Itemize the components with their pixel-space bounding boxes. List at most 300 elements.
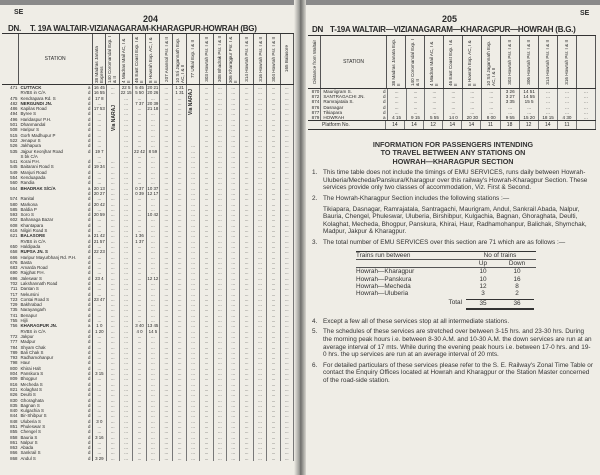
time-cell: ... [147, 127, 160, 132]
time-cell: ... [147, 413, 160, 418]
time-cell: ... [281, 270, 294, 275]
time-cell: ... [120, 196, 133, 201]
train-column-header [133, 34, 146, 84]
time-cell: ... [539, 105, 558, 110]
time-cell: ... [160, 339, 173, 344]
time-cell: ... [187, 186, 200, 191]
time-cell: ... [147, 292, 160, 297]
station-km: 844 [10, 413, 18, 419]
time-cell: ... [254, 85, 267, 90]
time-cell: ... [267, 255, 280, 260]
time-cell: ... [93, 180, 106, 185]
time-cell: ... [147, 96, 160, 101]
time-cell: ... [463, 110, 482, 115]
km-header [2, 34, 19, 84]
time-cell: ... [173, 376, 186, 381]
time-cell: ... [120, 170, 133, 175]
time-cell: ... [93, 307, 106, 312]
train-column-header [539, 36, 558, 88]
time-cell: ... [133, 133, 146, 138]
time-cell: ... [240, 149, 253, 154]
time-cell: ... [254, 339, 267, 344]
train-name: 306 Howrah Psr. I & II [526, 39, 532, 85]
time-cell: ... [93, 350, 106, 355]
time-cell: 10 42 [147, 212, 159, 218]
time-cell: ... [267, 96, 280, 101]
time-cell: ... [214, 450, 227, 455]
time-cell: ... [120, 228, 133, 233]
time-cell: 18 15 [539, 115, 558, 120]
time-cell: ... [214, 371, 227, 376]
time-cell: ... [267, 318, 280, 323]
train-name: 8 Howrah Exp. AC, I & II [147, 37, 158, 83]
time-cell: ... [93, 360, 106, 365]
station-list: Tikiapara, Dasnagar, Ramrajatala, Santragachi, Maurigram, Andul, Sankrail Abada, Nalpur, Bauria, Chengel, Phuleswar, Uluberia, Birshibpur, Kulgachia, Bagnan, Ghoraghata, Deulti, Kolaghat, Mecheda, Bhogpur, Panskura, Khirai, Haur, Radhamohanpur, Balichak, Shymchak, Madpur, Jakpur & Kharagpur. [323, 205, 587, 236]
time-cell: ... [281, 366, 294, 371]
time-cell: ... [187, 233, 200, 238]
time-cell: ... [120, 180, 133, 185]
time-cell: ... [187, 435, 200, 440]
station-name: KHARAGPUR JN. [20, 323, 58, 329]
station-name: Soro S [20, 212, 34, 218]
time-cell: ... [254, 239, 267, 244]
time-cell: ... [281, 387, 294, 392]
time-cell: ... [160, 408, 173, 413]
train-name: 140 Coromandal Exp. I & II [107, 36, 118, 83]
time-cell: ... [120, 96, 133, 101]
time-cell: ... [254, 170, 267, 175]
time-cell: ... [267, 307, 280, 312]
station-name: Lakshannath Road [20, 280, 58, 286]
time-cell: ... [93, 429, 106, 434]
time-cell: ... [281, 223, 294, 228]
time-cell: ... [200, 223, 213, 228]
time-cell: ... [254, 435, 267, 440]
time-cell: ... [200, 450, 213, 455]
time-cell: ... [267, 270, 280, 275]
time-cell: ... [281, 127, 294, 132]
time-cell: ... [444, 94, 463, 99]
time-cell: ... [214, 212, 227, 217]
time-cell: ... [463, 94, 482, 99]
time-cell: ... [107, 85, 120, 90]
time-cell: 9 15 [407, 115, 426, 120]
station-name: RVBS in C/A [20, 328, 46, 334]
time-cell: ... [93, 223, 106, 228]
time-cell: ... [160, 302, 173, 307]
station-km: 772 [10, 333, 18, 339]
time-cell: ... [281, 307, 294, 312]
time-cell: ... [120, 424, 133, 429]
time-cell: ... [281, 297, 294, 302]
platform-number: 14 [405, 121, 424, 129]
item-text: Except a few all of these services stop at all intermediate stations. [323, 317, 510, 325]
time-cell: ... [173, 350, 186, 355]
station-km: 574 [10, 196, 18, 202]
time-cell: ... [281, 170, 294, 175]
station-km: 522 [10, 137, 18, 143]
time-cell: ... [133, 345, 146, 350]
time-cell: ... [147, 456, 160, 461]
time-cell: ... [200, 382, 213, 387]
time-cell: ... [173, 371, 186, 376]
time-cell: ... [214, 260, 227, 265]
time-cell: ... [187, 313, 200, 318]
time-cell: ... [160, 255, 173, 260]
train-name: 308 Bhadrak Psr. I & II [217, 36, 223, 82]
time-cell: ... [227, 244, 240, 249]
time-cell: 1 36 [133, 233, 146, 238]
time-cell: ... [147, 260, 160, 265]
time-cell: ... [267, 85, 280, 90]
time-cell: ... [267, 440, 280, 445]
time-cell: ... [120, 233, 133, 238]
time-cell: ... [407, 99, 426, 104]
train-column-header [227, 34, 240, 84]
time-cell: ... [227, 249, 240, 254]
time-cell: ... [240, 90, 253, 95]
table-title-prefix: DN. [8, 24, 22, 33]
time-cell: ... [173, 170, 186, 175]
station-km: 756 [10, 323, 18, 329]
time-cell: ... [107, 302, 120, 307]
time-cell: 20 21 [147, 85, 159, 90]
time-cell: ... [254, 149, 267, 154]
time-cell: ... [173, 133, 186, 138]
time-cell: ... [133, 318, 146, 323]
time-cell: ... [227, 392, 240, 397]
time-cell: ... [120, 202, 133, 207]
arr-dep-marker: d [86, 276, 93, 281]
time-cell: ... [133, 334, 146, 339]
time-cell: ... [120, 117, 133, 122]
station-name: Chengel S [20, 429, 41, 435]
station-km: 717 [10, 291, 18, 297]
time-cell: ... [187, 318, 200, 323]
col-route: Trains run between [356, 251, 411, 259]
time-cell: ... [388, 89, 407, 94]
time-cell: ... [200, 212, 213, 217]
time-cell: ... [214, 445, 227, 450]
arr-dep-marker: d [86, 212, 93, 217]
time-cell: ... [200, 334, 213, 339]
time-cell: ... [240, 255, 253, 260]
time-cell: ... [558, 105, 577, 110]
time-cell: ... [147, 133, 160, 138]
time-cell: ... [227, 217, 240, 222]
train-name: 303 Howrah Psr. I & II [203, 36, 209, 82]
time-cell: ... [425, 94, 444, 99]
time-cell: ... [267, 413, 280, 418]
time-cell: ... [133, 202, 146, 207]
time-cell: ... [133, 212, 146, 217]
time-cell: ... [267, 133, 280, 138]
time-cell: 23 47 [93, 296, 105, 302]
time-cell: ... [200, 355, 213, 360]
time-cell: ... [93, 302, 106, 307]
station-name: Abada [20, 445, 34, 451]
time-cell: ... [173, 233, 186, 238]
time-cell: ... [281, 212, 294, 217]
train-name: 4 Madras Mail AC, I & II [428, 41, 439, 86]
station-name: Andul S [20, 455, 36, 461]
time-cell: 14 5 [147, 329, 160, 334]
station-name: Dantan S [20, 286, 39, 292]
time-cell: ... [425, 89, 444, 94]
time-cell: ... [240, 350, 253, 355]
info-heading-1: INFORMATION FOR PASSENGERS INTENDING [372, 140, 534, 149]
time-cell: ... [160, 127, 173, 132]
time-cell: ... [227, 270, 240, 275]
time-cell: ... [147, 207, 160, 212]
time-cell: ... [254, 297, 267, 302]
time-cell: ... [200, 292, 213, 297]
time-cell: ... [214, 355, 227, 360]
time-cell: ... [227, 286, 240, 291]
train-column-header [520, 36, 539, 88]
time-cell: ... [187, 292, 200, 297]
time-cell: ... [267, 366, 280, 371]
time-cell: ... [281, 175, 294, 180]
time-cell: ... [227, 255, 240, 260]
time-cell: ... [187, 387, 200, 392]
info-item-6 [312, 362, 594, 385]
time-cell: ... [254, 318, 267, 323]
time-cell: ... [147, 270, 160, 275]
time-cell: ... [254, 106, 267, 111]
arr-dep-marker: d [86, 244, 93, 249]
down-count: 8 [515, 282, 519, 290]
time-cell: ... [173, 345, 186, 350]
time-cell: ... [281, 345, 294, 350]
time-cell: 3 27 [501, 94, 520, 99]
arr-dep-marker: d [86, 133, 93, 138]
station-name: HOWRAH [323, 114, 345, 120]
station-km: 868 [10, 455, 18, 461]
time-cell: ... [539, 110, 558, 115]
time-cell: 16 45 [93, 85, 105, 90]
time-cell: ... [173, 292, 186, 297]
time-cell: ... [214, 270, 227, 275]
time-cell: ... [227, 371, 240, 376]
time-cell: ... [240, 292, 253, 297]
station-km: 809 [10, 376, 18, 382]
time-cell: ... [227, 456, 240, 461]
time-cell: ... [173, 339, 186, 344]
time-cell: ... [200, 445, 213, 450]
time-cell: ... [267, 355, 280, 360]
time-cell: ... [267, 371, 280, 376]
time-cell: ... [187, 376, 200, 381]
time-cell: ... [107, 376, 120, 381]
time-cell: ... [160, 292, 173, 297]
time-cell: ... [267, 419, 280, 424]
station-km: 729 [10, 302, 18, 308]
time-cell: ... [93, 398, 106, 403]
arr-dep-marker: d [86, 96, 93, 101]
time-cell: ... [120, 345, 133, 350]
time-cell: ... [120, 292, 133, 297]
time-cell: ... [173, 329, 186, 334]
time-cell: 1 31 [173, 90, 186, 95]
time-cell: ... [214, 154, 227, 159]
time-cell: ... [254, 212, 267, 217]
time-cell: 3 35 [501, 99, 520, 104]
time-cell: ... [107, 90, 120, 95]
time-cell: ... [281, 429, 294, 434]
time-cell: ... [173, 382, 186, 387]
time-cell: ... [214, 318, 227, 323]
station-km: 798 [10, 360, 18, 366]
time-cell: ... [214, 186, 227, 191]
table-header [2, 33, 294, 85]
time-cell: ... [133, 170, 146, 175]
station-km: 851 [10, 424, 18, 429]
time-cell: ... [133, 122, 146, 127]
time-cell: ... [107, 297, 120, 302]
time-cell: ... [173, 159, 186, 164]
time-cell: ... [147, 392, 160, 397]
time-cell: ... [133, 387, 146, 392]
station-km: 858 [10, 434, 18, 440]
station-name: Hijli [20, 318, 28, 324]
time-cell: ... [107, 329, 120, 334]
time-cell: 22 23 [93, 249, 105, 255]
time-cell: ... [147, 228, 160, 233]
time-cell: ... [227, 408, 240, 413]
time-cell: ... [93, 170, 106, 175]
platform-number: 11 [558, 121, 577, 129]
train-column-header [577, 36, 596, 88]
time-cell: ... [200, 265, 213, 270]
time-cell: ... [227, 223, 240, 228]
time-cell: ... [120, 239, 133, 244]
arr-dep-marker: d [86, 106, 93, 111]
station-rows [2, 85, 294, 461]
station-name: Madpur [20, 339, 36, 345]
time-cell: ... [214, 122, 227, 127]
station-name: Kulgachia S [20, 408, 44, 414]
station-km: 580 [10, 201, 18, 207]
time-cell: ... [240, 339, 253, 344]
time-cell: ... [200, 149, 213, 154]
time-cell: ... [214, 207, 227, 212]
time-cell: ... [254, 413, 267, 418]
time-cell: ... [267, 329, 280, 334]
time-cell: 12 17 [147, 190, 159, 196]
time-cell: 5 55 [425, 115, 444, 120]
time-cell: ... [254, 90, 267, 95]
arr-dep-marker: d [86, 392, 93, 397]
time-cell: ... [254, 419, 267, 424]
time-cell: ... [133, 424, 146, 429]
time-cell: ... [160, 382, 173, 387]
time-cell: ... [200, 207, 213, 212]
time-cell: ... [160, 318, 173, 323]
time-cell: ... [444, 105, 463, 110]
page-number: 204 [143, 14, 159, 24]
time-cell: ... [214, 249, 227, 254]
station-name: Markona [20, 201, 38, 207]
time-cell: ... [147, 424, 160, 429]
arr-dep-marker: d [86, 191, 93, 196]
time-cell: ... [240, 223, 253, 228]
station-km: 741 [10, 312, 18, 318]
time-cell: ... [227, 329, 240, 334]
time-cell: ... [281, 313, 294, 318]
train-name: 165 Balasore [284, 45, 290, 73]
station-km: 515 [10, 132, 18, 138]
time-cell: ... [254, 138, 267, 143]
time-cell: ... [147, 398, 160, 403]
time-cell: ... [281, 318, 294, 323]
train-column-header [387, 36, 406, 88]
time-cell: ... [107, 164, 120, 169]
station-km: 545 [10, 164, 18, 170]
time-cell: ... [133, 360, 146, 365]
time-cell: ... [107, 217, 120, 222]
time-cell: ... [281, 196, 294, 201]
time-cell: ... [281, 260, 294, 265]
time-cell: ... [173, 435, 186, 440]
time-cell: ... [187, 164, 200, 169]
station-km: 804 [10, 371, 18, 377]
time-cell: ... [187, 196, 200, 201]
time-cell: ... [227, 323, 240, 328]
time-cell: ... [281, 149, 294, 154]
station-name: Amarda Road [20, 265, 48, 271]
time-cell: ... [254, 133, 267, 138]
station-km: 608 [10, 222, 18, 228]
time-cell: ... [173, 207, 186, 212]
time-cell: ... [444, 99, 463, 104]
time-cell: ... [187, 159, 200, 164]
station-name: Randia [20, 180, 35, 186]
col-up: Up [478, 260, 488, 268]
time-cell: ... [267, 360, 280, 365]
time-cell: ... [147, 297, 160, 302]
time-cell: 14 0 [444, 115, 463, 120]
train-column-header [160, 34, 173, 84]
station-km: 874 [308, 99, 321, 104]
time-cell: ... [200, 233, 213, 238]
time-cell: ... [160, 122, 173, 127]
time-cell: ... [267, 382, 280, 387]
time-cell: ... [539, 89, 558, 94]
arr-dep-marker: d [86, 345, 93, 350]
time-cell: ... [267, 117, 280, 122]
total-up: 35 [466, 299, 500, 310]
time-cell: ... [214, 292, 227, 297]
time-cell: ... [147, 371, 160, 376]
time-cell: ... [407, 94, 426, 99]
time-cell: ... [281, 207, 294, 212]
time-cell: ... [240, 196, 253, 201]
arr-dep-marker: d [86, 255, 93, 260]
time-cell: ... [173, 191, 186, 196]
time-cell: ... [173, 334, 186, 339]
time-cell: ... [200, 281, 213, 286]
time-cell: ... [187, 281, 200, 286]
time-cell: ... [577, 110, 596, 115]
time-cell: ... [93, 175, 106, 180]
time-cell: ... [200, 360, 213, 365]
time-cell: ... [93, 286, 106, 291]
time-cell: ... [227, 366, 240, 371]
time-cell: ... [254, 355, 267, 360]
train-column-header [482, 36, 501, 88]
time-cell: ... [267, 260, 280, 265]
